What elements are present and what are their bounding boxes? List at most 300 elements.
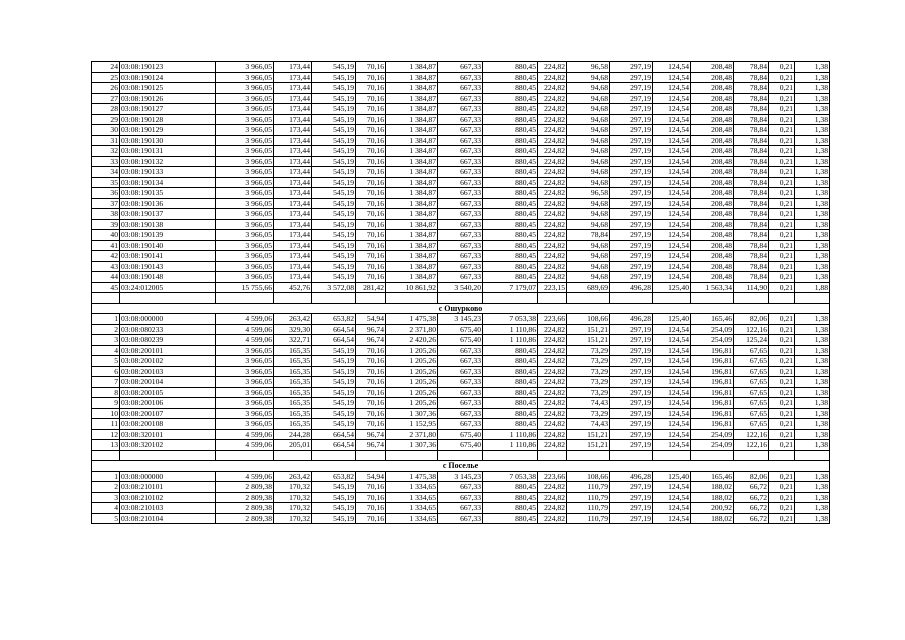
value-cell: 667,33 [438,261,483,272]
value-cell: 1 384,87 [386,272,438,283]
row-number-cell: 5 [92,513,120,524]
value-cell: 224,82 [538,104,567,115]
value-cell: 94,68 [567,272,610,283]
value-cell: 3 966,05 [216,345,274,356]
value-cell: 297,19 [610,429,653,440]
value-cell: 1,38 [795,471,830,482]
value-cell: 196,81 [691,377,734,388]
value-cell: 254,09 [691,324,734,335]
value-cell: 880,45 [483,62,538,73]
value-cell: 0,21 [769,419,795,430]
value-cell: 224,82 [538,272,567,283]
row-number-cell: 7 [92,377,120,388]
value-cell: 1,38 [795,167,830,178]
value-cell: 545,19 [312,345,356,356]
value-cell: 0,21 [769,125,795,136]
value-cell: 880,45 [483,177,538,188]
value-cell: 208,48 [691,125,734,136]
value-cell: 66,72 [734,503,769,514]
empty-cell [274,293,312,304]
value-cell: 165,35 [274,398,312,409]
value-cell: 263,42 [274,314,312,325]
table-row [92,156,830,167]
value-cell: 4 599,06 [216,314,274,325]
value-cell: 10 861,92 [386,282,438,293]
value-cell: 3 572,08 [312,282,356,293]
value-cell: 70,16 [356,62,386,73]
value-cell: 3 966,05 [216,62,274,73]
value-cell: 297,19 [610,356,653,367]
value-cell: 224,82 [538,72,567,83]
code-cell: 03:08:200104 [120,377,216,388]
row-number-cell: 44 [92,272,120,283]
value-cell: 664,54 [312,440,356,451]
value-cell: 3 966,05 [216,83,274,94]
section-title: с Ошурково [92,303,830,314]
value-cell: 545,19 [312,240,356,251]
empty-cell [312,450,356,461]
value-cell: 70,16 [356,72,386,83]
value-cell: 224,82 [538,440,567,451]
value-cell: 1,38 [795,156,830,167]
value-cell: 94,68 [567,177,610,188]
value-cell: 545,19 [312,219,356,230]
value-cell: 545,19 [312,156,356,167]
value-cell: 1 563,34 [691,282,734,293]
table-row [92,335,830,346]
value-cell: 224,82 [538,198,567,209]
value-cell: 2 809,38 [216,482,274,493]
value-cell: 667,33 [438,503,483,514]
table-row [92,345,830,356]
section-header-row [92,461,830,472]
table-row [92,408,830,419]
value-cell: 880,45 [483,198,538,209]
value-cell: 165,35 [274,387,312,398]
value-cell: 545,19 [312,209,356,220]
value-cell: 224,82 [538,125,567,136]
empty-cell [795,293,830,304]
value-cell: 4 599,06 [216,471,274,482]
value-cell: 165,46 [691,471,734,482]
value-cell: 208,48 [691,156,734,167]
value-cell: 545,19 [312,492,356,503]
value-cell: 667,33 [438,209,483,220]
value-cell: 224,82 [538,209,567,220]
value-cell: 0,21 [769,429,795,440]
value-cell: 297,19 [610,230,653,241]
value-cell: 0,21 [769,198,795,209]
value-cell: 188,02 [691,513,734,524]
table-row [92,377,830,388]
value-cell: 3 966,05 [216,188,274,199]
row-number-cell: 5 [92,356,120,367]
value-cell: 297,19 [610,177,653,188]
value-cell: 1 205,26 [386,366,438,377]
value-cell: 78,84 [734,114,769,125]
value-cell: 244,28 [274,429,312,440]
code-cell: 03:08:210101 [120,482,216,493]
table-row [92,240,830,251]
value-cell: 0,21 [769,62,795,73]
value-cell: 297,19 [610,492,653,503]
value-cell: 452,76 [274,282,312,293]
empty-cell [120,450,216,461]
value-cell: 110,79 [567,492,610,503]
value-cell: 196,81 [691,366,734,377]
value-cell: 1 384,87 [386,219,438,230]
value-cell: 880,45 [483,104,538,115]
value-cell: 1,38 [795,135,830,146]
value-cell: 70,16 [356,482,386,493]
value-cell: 1,38 [795,251,830,262]
section-header-row [92,303,830,314]
value-cell: 297,19 [610,335,653,346]
value-cell: 173,44 [274,135,312,146]
value-cell: 3 966,05 [216,408,274,419]
value-cell: 1 384,87 [386,83,438,94]
row-number-cell: 28 [92,104,120,115]
value-cell: 1 384,87 [386,230,438,241]
value-cell: 667,33 [438,114,483,125]
value-cell: 124,54 [653,188,691,199]
value-cell: 545,19 [312,272,356,283]
value-cell: 1,38 [795,83,830,94]
table-row [92,167,830,178]
value-cell: 0,21 [769,219,795,230]
value-cell: 3 966,05 [216,219,274,230]
value-cell: 4 599,06 [216,324,274,335]
value-cell: 297,19 [610,198,653,209]
value-cell: 545,19 [312,513,356,524]
value-cell: 880,45 [483,261,538,272]
value-cell: 96,74 [356,440,386,451]
table-row [92,314,830,325]
value-cell: 667,33 [438,240,483,251]
value-cell: 173,44 [274,230,312,241]
table-row [92,356,830,367]
value-cell: 3 966,05 [216,261,274,272]
code-cell: 03:08:190135 [120,188,216,199]
value-cell: 173,44 [274,209,312,220]
value-cell: 545,19 [312,398,356,409]
value-cell: 3 966,05 [216,272,274,283]
value-cell: 70,16 [356,345,386,356]
value-cell: 70,16 [356,83,386,94]
value-cell: 1 384,87 [386,93,438,104]
code-cell: 03:08:200101 [120,345,216,356]
value-cell: 78,84 [734,177,769,188]
value-cell: 0,21 [769,188,795,199]
value-cell: 70,16 [356,240,386,251]
row-number-cell: 2 [92,482,120,493]
value-cell: 224,82 [538,398,567,409]
table-row [92,471,830,482]
table-row [92,272,830,283]
value-cell: 108,66 [567,471,610,482]
value-cell: 224,82 [538,240,567,251]
value-cell: 3 966,05 [216,198,274,209]
value-cell: 124,54 [653,177,691,188]
row-number-cell: 38 [92,209,120,220]
value-cell: 54,94 [356,471,386,482]
value-cell: 70,16 [356,377,386,388]
empty-cell [216,450,274,461]
code-cell: 03:08:190128 [120,114,216,125]
value-cell: 1,38 [795,440,830,451]
value-cell: 94,68 [567,261,610,272]
value-cell: 224,82 [538,335,567,346]
value-cell: 667,33 [438,513,483,524]
value-cell: 224,82 [538,230,567,241]
value-cell: 78,84 [734,62,769,73]
value-cell: 173,44 [274,114,312,125]
value-cell: 70,16 [356,408,386,419]
empty-cell [483,450,538,461]
empty-cell [769,293,795,304]
value-cell: 2 809,38 [216,513,274,524]
value-cell: 124,54 [653,324,691,335]
code-cell: 03:08:200105 [120,387,216,398]
value-cell: 224,82 [538,429,567,440]
value-cell: 880,45 [483,482,538,493]
code-cell: 03:08:190140 [120,240,216,251]
row-number-cell: 37 [92,198,120,209]
code-cell: 03:08:210102 [120,492,216,503]
row-number-cell: 4 [92,503,120,514]
value-cell: 224,82 [538,135,567,146]
value-cell: 880,45 [483,114,538,125]
value-cell: 124,54 [653,114,691,125]
value-cell: 545,19 [312,114,356,125]
value-cell: 223,66 [538,471,567,482]
empty-cell [610,450,653,461]
value-cell: 0,21 [769,251,795,262]
value-cell: 1 384,87 [386,62,438,73]
value-cell: 170,32 [274,503,312,514]
value-cell: 78,84 [734,135,769,146]
value-cell: 3 966,05 [216,93,274,104]
value-cell: 73,29 [567,366,610,377]
value-cell: 667,33 [438,419,483,430]
table-row [92,177,830,188]
value-cell: 2 420,26 [386,335,438,346]
row-number-cell: 11 [92,419,120,430]
value-cell: 124,54 [653,272,691,283]
value-cell: 78,84 [734,125,769,136]
value-cell: 78,84 [734,219,769,230]
value-cell: 165,35 [274,345,312,356]
value-cell: 151,21 [567,335,610,346]
empty-cell [610,293,653,304]
value-cell: 94,68 [567,251,610,262]
value-cell: 196,81 [691,345,734,356]
value-cell: 880,45 [483,251,538,262]
value-cell: 96,58 [567,62,610,73]
row-number-cell: 31 [92,135,120,146]
value-cell: 1,38 [795,72,830,83]
row-number-cell: 6 [92,366,120,377]
value-cell: 496,28 [610,471,653,482]
value-cell: 173,44 [274,146,312,157]
value-cell: 667,33 [438,387,483,398]
row-number-cell: 29 [92,114,120,125]
value-cell: 3 966,05 [216,167,274,178]
value-cell: 667,33 [438,356,483,367]
code-cell: 03:08:190139 [120,230,216,241]
value-cell: 124,54 [653,83,691,94]
value-cell: 67,65 [734,377,769,388]
value-cell: 124,54 [653,72,691,83]
value-cell: 208,48 [691,198,734,209]
value-cell: 7 179,07 [483,282,538,293]
value-cell: 0,21 [769,282,795,293]
value-cell: 224,82 [538,356,567,367]
empty-cell [216,293,274,304]
value-cell: 667,33 [438,167,483,178]
table-row [92,251,830,262]
value-cell: 67,65 [734,419,769,430]
value-cell: 545,19 [312,177,356,188]
row-number-cell: 25 [92,72,120,83]
value-cell: 675,40 [438,440,483,451]
value-cell: 1,38 [795,261,830,272]
row-number-cell: 40 [92,230,120,241]
value-cell: 297,19 [610,104,653,115]
value-cell: 667,33 [438,398,483,409]
value-cell: 667,33 [438,377,483,388]
value-cell: 545,19 [312,188,356,199]
value-cell: 3 145,23 [438,314,483,325]
value-cell: 223,15 [538,282,567,293]
value-cell: 297,19 [610,83,653,94]
value-cell: 208,48 [691,261,734,272]
value-cell: 545,19 [312,146,356,157]
value-cell: 0,21 [769,261,795,272]
row-number-cell: 35 [92,177,120,188]
table-row [92,387,830,398]
value-cell: 1 475,38 [386,471,438,482]
value-cell: 124,54 [653,156,691,167]
value-cell: 0,21 [769,335,795,346]
value-cell: 3 966,05 [216,177,274,188]
value-cell: 82,06 [734,471,769,482]
code-cell: 03:08:190137 [120,209,216,220]
value-cell: 880,45 [483,366,538,377]
value-cell: 1,38 [795,93,830,104]
table-row [92,282,830,293]
table-row [92,366,830,377]
value-cell: 3 966,05 [216,230,274,241]
code-cell: 03:08:080233 [120,324,216,335]
value-cell: 545,19 [312,62,356,73]
value-cell: 880,45 [483,408,538,419]
value-cell: 124,54 [653,356,691,367]
value-cell: 545,19 [312,408,356,419]
value-cell: 880,45 [483,219,538,230]
value-cell: 94,68 [567,156,610,167]
empty-cell [538,450,567,461]
value-cell: 208,48 [691,177,734,188]
code-cell: 03:08:190143 [120,261,216,272]
value-cell: 1,38 [795,335,830,346]
code-cell: 03:08:190127 [120,104,216,115]
value-cell: 110,79 [567,482,610,493]
value-cell: 0,21 [769,104,795,115]
code-cell: 03:24:012005 [120,282,216,293]
code-cell: 03:08:190141 [120,251,216,262]
value-cell: 667,33 [438,272,483,283]
table-row [92,440,830,451]
value-cell: 880,45 [483,72,538,83]
value-cell: 1 384,87 [386,156,438,167]
value-cell: 1,38 [795,345,830,356]
value-cell: 208,48 [691,83,734,94]
row-number-cell: 26 [92,83,120,94]
value-cell: 1,38 [795,398,830,409]
value-cell: 0,21 [769,377,795,388]
value-cell: 297,19 [610,398,653,409]
empty-cell [567,450,610,461]
value-cell: 78,84 [567,230,610,241]
value-cell: 254,09 [691,335,734,346]
value-cell: 0,21 [769,135,795,146]
table-row [92,135,830,146]
value-cell: 74,43 [567,398,610,409]
value-cell: 124,54 [653,146,691,157]
value-cell: 224,82 [538,366,567,377]
value-cell: 78,84 [734,156,769,167]
value-cell: 297,19 [610,251,653,262]
value-cell: 1 307,36 [386,408,438,419]
value-cell: 165,35 [274,356,312,367]
row-number-cell: 41 [92,240,120,251]
value-cell: 205,01 [274,440,312,451]
empty-cell [312,293,356,304]
value-cell: 124,54 [653,377,691,388]
value-cell: 7 053,38 [483,314,538,325]
value-cell: 224,82 [538,62,567,73]
value-cell: 108,66 [567,314,610,325]
value-cell: 124,54 [653,219,691,230]
value-cell: 224,82 [538,387,567,398]
value-cell: 73,29 [567,387,610,398]
value-cell: 208,48 [691,135,734,146]
value-cell: 78,84 [734,167,769,178]
table-row [92,62,830,73]
value-cell: 188,02 [691,482,734,493]
value-cell: 3 145,23 [438,471,483,482]
value-cell: 880,45 [483,167,538,178]
value-cell: 3 966,05 [216,377,274,388]
row-number-cell: 42 [92,251,120,262]
empty-cell [356,450,386,461]
value-cell: 170,32 [274,482,312,493]
empty-cell [691,450,734,461]
value-cell: 545,19 [312,356,356,367]
value-cell: 0,21 [769,240,795,251]
value-cell: 70,16 [356,114,386,125]
value-cell: 297,19 [610,240,653,251]
value-cell: 1 384,87 [386,198,438,209]
value-cell: 297,19 [610,513,653,524]
value-cell: 880,45 [483,146,538,157]
value-cell: 3 966,05 [216,135,274,146]
empty-cell [734,450,769,461]
value-cell: 1,38 [795,198,830,209]
value-cell: 0,21 [769,482,795,493]
value-cell: 96,74 [356,324,386,335]
